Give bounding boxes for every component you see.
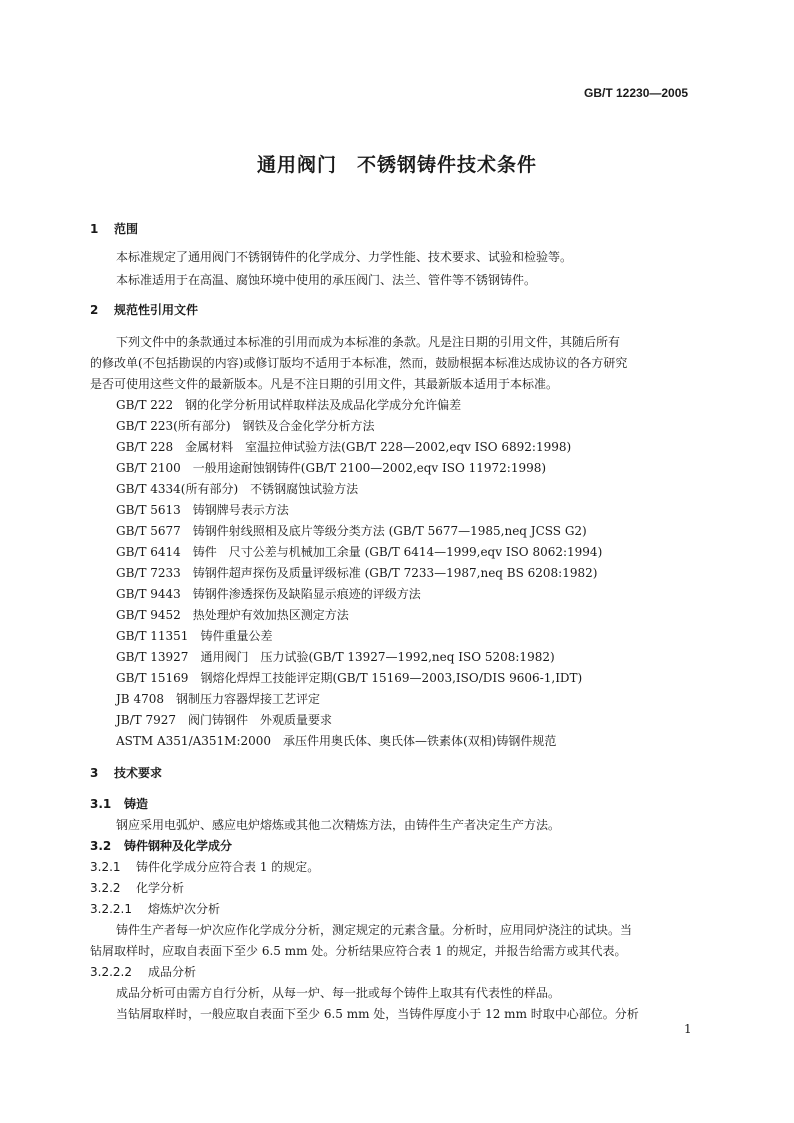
page-title: 通用阀门 不锈钢铸件技术条件 (256, 154, 537, 176)
reference-item: GB/T 11351 铸件重量公差 (116, 629, 273, 643)
paragraph-line: 的修改单(不包括勘误的内容)或修订版均不适用于本标准，然而，鼓励根据本标准达成协议的各方研究 (90, 356, 628, 370)
clause-text: 熔炼炉次分析 (148, 902, 221, 916)
reference-item: GB/T 2100 一般用途耐蚀钢铸件(GB/T 2100—2002,eqv ISO 11972:1998) (116, 461, 547, 475)
page-number: 1 (684, 1022, 692, 1036)
clause-3-2-1 (90, 858, 319, 875)
section-number: 3.2 (90, 839, 112, 853)
section-title: 铸造 (124, 797, 149, 811)
paragraph: 成品分析可由需方自行分析，从每一炉、每一批或每个铸件上取其有代表性的样品。 (116, 986, 561, 1000)
clause-text: 化学分析 (136, 881, 185, 895)
paragraph: 钢应采用电弧炉、感应电炉熔炼或其他二次精炼方法，由铸件生产者决定生产方法。 (116, 818, 561, 832)
standard-number: GB/T 12230—2005 (584, 86, 689, 100)
reference-item: GB/T 4334(所有部分) 不锈钢腐蚀试验方法 (116, 482, 359, 496)
paragraph: 本标准规定了通用阀门不锈钢铸件的化学成分、力学性能、技术要求、试验和检验等。 (116, 250, 573, 264)
reference-item: GB/T 5613 铸钢牌号表示方法 (116, 503, 289, 517)
clause-text: 成品分析 (148, 965, 197, 979)
reference-item: GB/T 5677 铸钢件射线照相及底片等级分类方法 (GB/T 5677—1985,neq JCSS G2) (116, 524, 587, 538)
clause-3-2-2 (90, 879, 184, 896)
section-title: 范围 (114, 222, 139, 236)
reference-item: GB/T 13927 通用阀门 压力试验(GB/T 13927—1992,neq ISO 5208:1982) (116, 650, 555, 664)
section-title: 技术要求 (114, 766, 163, 780)
section-number: 1 (90, 222, 99, 236)
section-title: 规范性引用文件 (114, 303, 199, 317)
paragraph: 当钻屑取样时，一般应取自表面下至少 6.5 mm 处，当铸件厚度小于 12 mm 时取中心部位。分析 (116, 1007, 639, 1021)
clause-number: 3.2.2.1 (90, 902, 132, 916)
section-2-heading (90, 301, 198, 318)
reference-item: GB/T 223(所有部分) 钢铁及合金化学分析方法 (116, 419, 375, 433)
reference-item: GB/T 15169 钢熔化焊焊工技能评定期(GB/T 15169—2003,ISO/DIS 9606-1,IDT) (116, 671, 583, 685)
reference-item: GB/T 222 钢的化学分析用试样取样法及成品化学成分允许偏差 (116, 398, 462, 412)
section-number: 3.1 (90, 797, 112, 811)
reference-item: GB/T 9443 铸钢件渗透探伤及缺陷显示痕迹的评级方法 (116, 587, 421, 601)
reference-item: GB/T 9452 热处理炉有效加热区测定方法 (116, 608, 349, 622)
paragraph: 本标准适用于在高温、腐蚀环境中使用的承压阀门、法兰、管件等不锈钢铸件。 (116, 273, 537, 287)
paragraph-line: 下列文件中的条款通过本标准的引用而成为本标准的条款。凡是注日期的引用文件，其随后所有 (116, 335, 621, 349)
section-number: 2 (90, 303, 99, 317)
reference-item: GB/T 228 金属材料 室温拉伸试验方法(GB/T 228—2002,eqv ISO 6892:1998) (116, 440, 572, 454)
clause-text: 铸件化学成分应符合表 1 的规定。 (136, 860, 320, 874)
subsection-3-2-heading (90, 837, 232, 854)
reference-item: ASTM A351/A351M:2000 承压件用奥氏体、奥氏体—铁素体(双相)铸钢件规范 (116, 734, 557, 748)
paragraph-line: 是否可使用这些文件的最新版本。凡是不注日期的引用文件，其最新版本适用于本标准。 (90, 377, 559, 391)
clause-number: 3.2.2 (90, 881, 121, 895)
clause-3-2-2-1 (90, 900, 220, 917)
paragraph-line: 钻屑取样时，应取自表面下至少 6.5 mm 处。分析结果应符合表 1 的规定，并报告给需方或其代表。 (90, 944, 627, 958)
section-title: 铸件钢种及化学成分 (124, 839, 233, 853)
paragraph-line: 铸件生产者每一炉次应作化学成分分析，测定规定的元素含量。分析时，应用同炉浇注的试块。当 (116, 923, 633, 937)
reference-item: GB/T 6414 铸件 尺寸公差与机械加工余量 (GB/T 6414—1999,eqv ISO 8062:1994) (116, 545, 603, 559)
section-1-heading (90, 220, 138, 237)
reference-item: JB/T 7927 阀门铸钢件 外观质量要求 (116, 713, 333, 727)
section-number: 3 (90, 766, 99, 780)
clause-number: 3.2.2.2 (90, 965, 132, 979)
reference-item: JB 4708 钢制压力容器焊接工艺评定 (116, 692, 320, 706)
clause-number: 3.2.1 (90, 860, 121, 874)
section-3-heading (90, 764, 162, 781)
clause-3-2-2-2 (90, 963, 196, 980)
reference-item: GB/T 7233 铸钢件超声探伤及质量评级标准 (GB/T 7233—1987,neq BS 6208:1982) (116, 566, 598, 580)
subsection-3-1-heading (90, 795, 148, 812)
